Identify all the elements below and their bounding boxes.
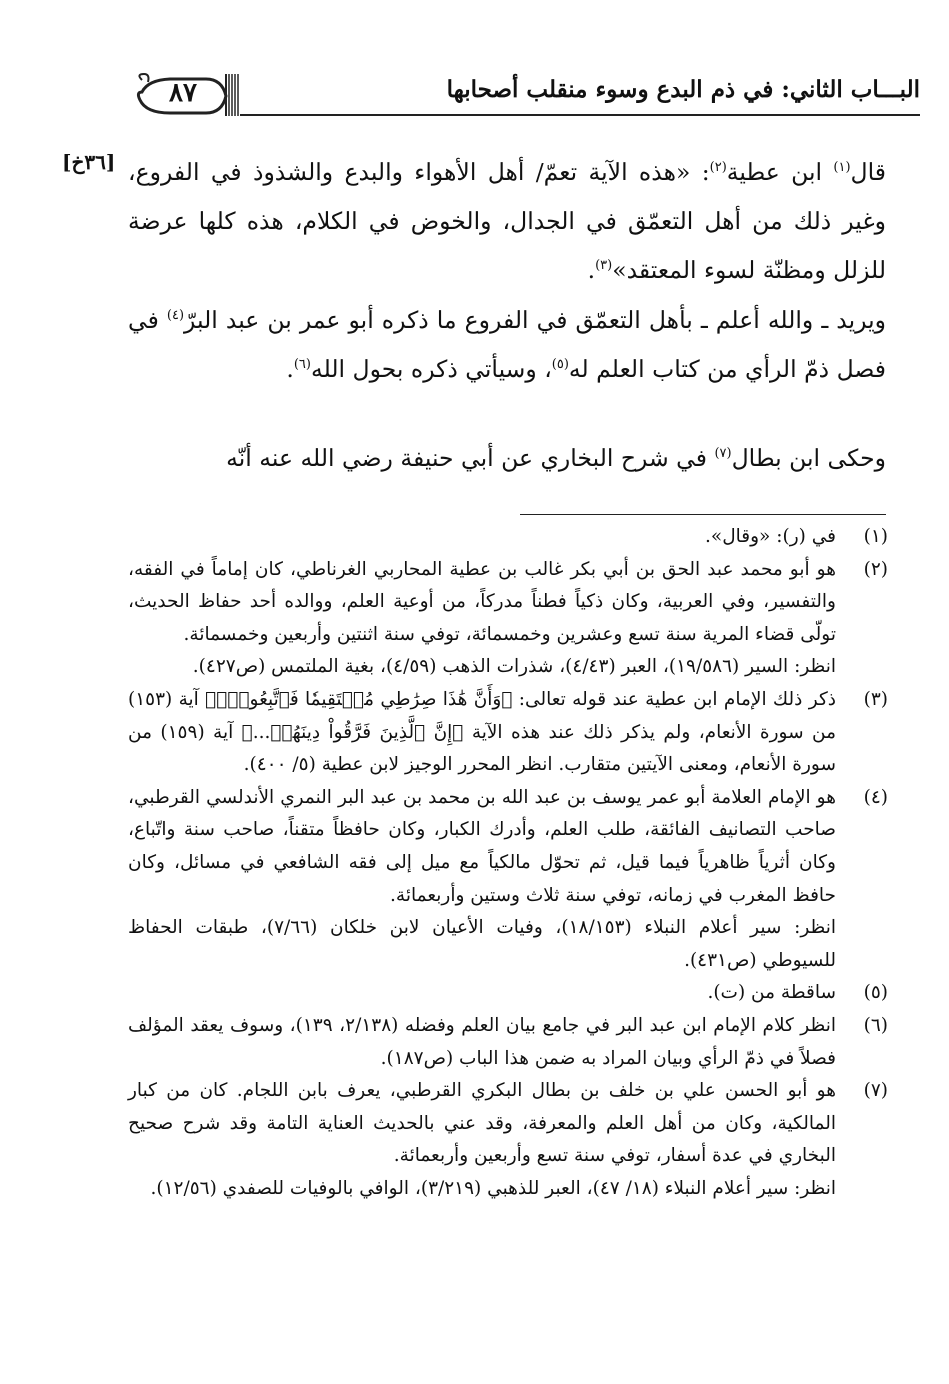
- footnote-marker: (٣): [595, 258, 613, 274]
- paragraph-text: ، وسيأتي ذكره بحول الله: [310, 355, 552, 383]
- footnote-text: انظر كلام الإمام ابن عبد البر في جامع بيان العلم وفضله (٢/١٣٨، ١٣٩)، وسوف يعقد المؤلف فصلاً في ذمّ الرأي وبيان المراد به ضمن هذا الباب (ص١٨٧).: [128, 1014, 836, 1069]
- footnote-marker: (٧): [714, 446, 732, 462]
- footnotes: [128, 521, 888, 1205]
- footnote-marker: (٦): [293, 357, 311, 373]
- footnote-number: (٥): [863, 982, 888, 1004]
- footnote: [128, 1010, 888, 1075]
- paragraph-text: ابن عطية: [726, 158, 834, 186]
- paragraph-text: ويريد ـ والله أعلم ـ بأهل التعمّق في الفروع ما ذكره أبو عمر بن عبد البرّ: [184, 306, 887, 334]
- footnote-marker: (٥): [551, 357, 569, 373]
- footnote: [128, 782, 888, 978]
- running-header: [130, 70, 920, 120]
- footnote-marker: (١): [833, 160, 851, 176]
- footnote: [128, 521, 888, 554]
- footnote-number: (٣): [863, 688, 888, 710]
- footnote-number: (١): [863, 526, 888, 547]
- footnote: [128, 1075, 888, 1205]
- paragraph-text: وحكى ابن بطال: [731, 444, 886, 472]
- footnote: [128, 684, 888, 782]
- footnote-text: هو الإمام العلامة أبو عمر يوسف بن عبد الله بن محمد بن عبد البر النمري الأندلسي القرطبي، صاحب التصانيف الفائقة، طلب العلم، وأدرك الكبار، وكان حافظاً متقناً، صاحب سنة واتّباع، وكان أثرياً ظاهرياً فيما قيل، ثم تحوّل مالكياً مع ميل إلى فقه الشافعي في مسائل، وكان حافظ المغرب في زمانه، توفي سنة ثلاث وستين وأربعمائة.: [128, 786, 836, 906]
- footnote: [128, 977, 888, 1010]
- footnote-number: (٤): [863, 786, 888, 808]
- chapter-title: البـــاب الثاني: في ذم البدع وسوء منقلب أصحابها: [446, 76, 920, 103]
- body-paragraph: [128, 434, 886, 483]
- footnote-number: (٢): [863, 558, 888, 580]
- footnote: [128, 554, 888, 684]
- paragraph-text: في فصل ذمّ الرأي من كتاب العلم له: [128, 306, 886, 383]
- footnote-marker: (٢): [709, 160, 727, 176]
- paragraph-text: قال: [850, 158, 887, 186]
- footnote-separator: [520, 514, 886, 515]
- header-rule: [240, 114, 920, 116]
- paragraph-text: .: [587, 256, 596, 284]
- footnote-reference: انظر: سير أعلام النبلاء (١٨/١٥٣)، وفيات الأعيان لابن خلكان (٧/٦٦)، طبقات الحفاظ للسيوطي (ص٤٣١).: [128, 917, 836, 971]
- page-number: ٨٧: [169, 78, 197, 108]
- body-paragraph: [128, 148, 886, 295]
- paragraph-text: في شرح البخاري عن أبي حنيفة رضي الله عنه أنّه: [226, 444, 715, 472]
- footnote-marker: (٤): [166, 308, 185, 324]
- footnote-number: (٦): [863, 1014, 888, 1036]
- body-paragraph: [128, 296, 886, 394]
- footnote-number: (٧): [863, 1080, 888, 1102]
- footnote-text: هو أبو الحسن علي بن خلف بن بطال البكري القرطبي، يعرف بابن اللجام. كان من كبار المالكية، وكان من أهل العلم والمعرفة، وقد عني بالحديث العناية التامة وقد شرح صحيح البخاري في عدة أسفار، توفي سنة تسع وأربعين وأربعمائة.: [128, 1080, 836, 1167]
- manuscript-folio-marker: [٣٦خ]: [62, 150, 116, 174]
- footnote-text: هو أبو محمد عبد الحق بن أبي بكر غالب بن عطية المحاربي الغرناطي، كان إماماً في الفقه، والتفسير، وفي العربية، وكان ذكياً فطناً مدركاً، من أوعية العلم، ووالده أحد حفاظ الحديث، تولّى قضاء المرية سنة تسع وعشرين وخمسمائة، توفي سنة اثنتين وأربعين وخمسمائة.: [128, 558, 836, 645]
- footnote-reference: انظر: سير أعلام النبلاء (١٨/ ٤٧)، العبر للذهبي (٣/٢١٩)، الوافي بالوفيات للصفدي (١٢/٥٦).: [150, 1177, 836, 1199]
- paragraph-text: : «هذه الآية تعمّ/ أهل الأهواء والبدع والشذوذ في الفروع، وغير ذلك من أهل التعمّق في الجدال، والخوض في الكلام، هذه كلها عرضة للزلل ومظنّة لسوء المعتقد»: [128, 158, 886, 284]
- paragraph-text: .: [286, 355, 294, 383]
- footnote-text: في (ر): «وقال».: [705, 526, 836, 547]
- footnote-reference: انظر: السير (١٩/٥٨٦)، العبر (٤/٤٣)، شذرات الذهب (٤/٥٩)، بغية الملتمس (ص٤٢٧).: [192, 656, 836, 678]
- footnote-text: ذكر ذلك الإمام ابن عطية عند قوله تعالى: ﴿وَأَنَّ هَٰذَا صِرَٰطِي مُسۡتَقِيمٗا فَٱتَّبِعُوهُۖ﴾ آية (١٥٣) من سورة الأنعام، ولم يذكر ذلك عند هذه الآية ﴿إِنَّ ٱلَّذِينَ فَرَّقُواْ دِينَهُمۡ...﴾ آية (١٥٩) من سورة الأنعام، ومعنى الآيتين متقارب. انظر المحرر الوجيز لابن عطية (٥/ ٤٠٠).: [128, 688, 837, 776]
- footnote-text: ساقطة من (ت).: [707, 982, 836, 1004]
